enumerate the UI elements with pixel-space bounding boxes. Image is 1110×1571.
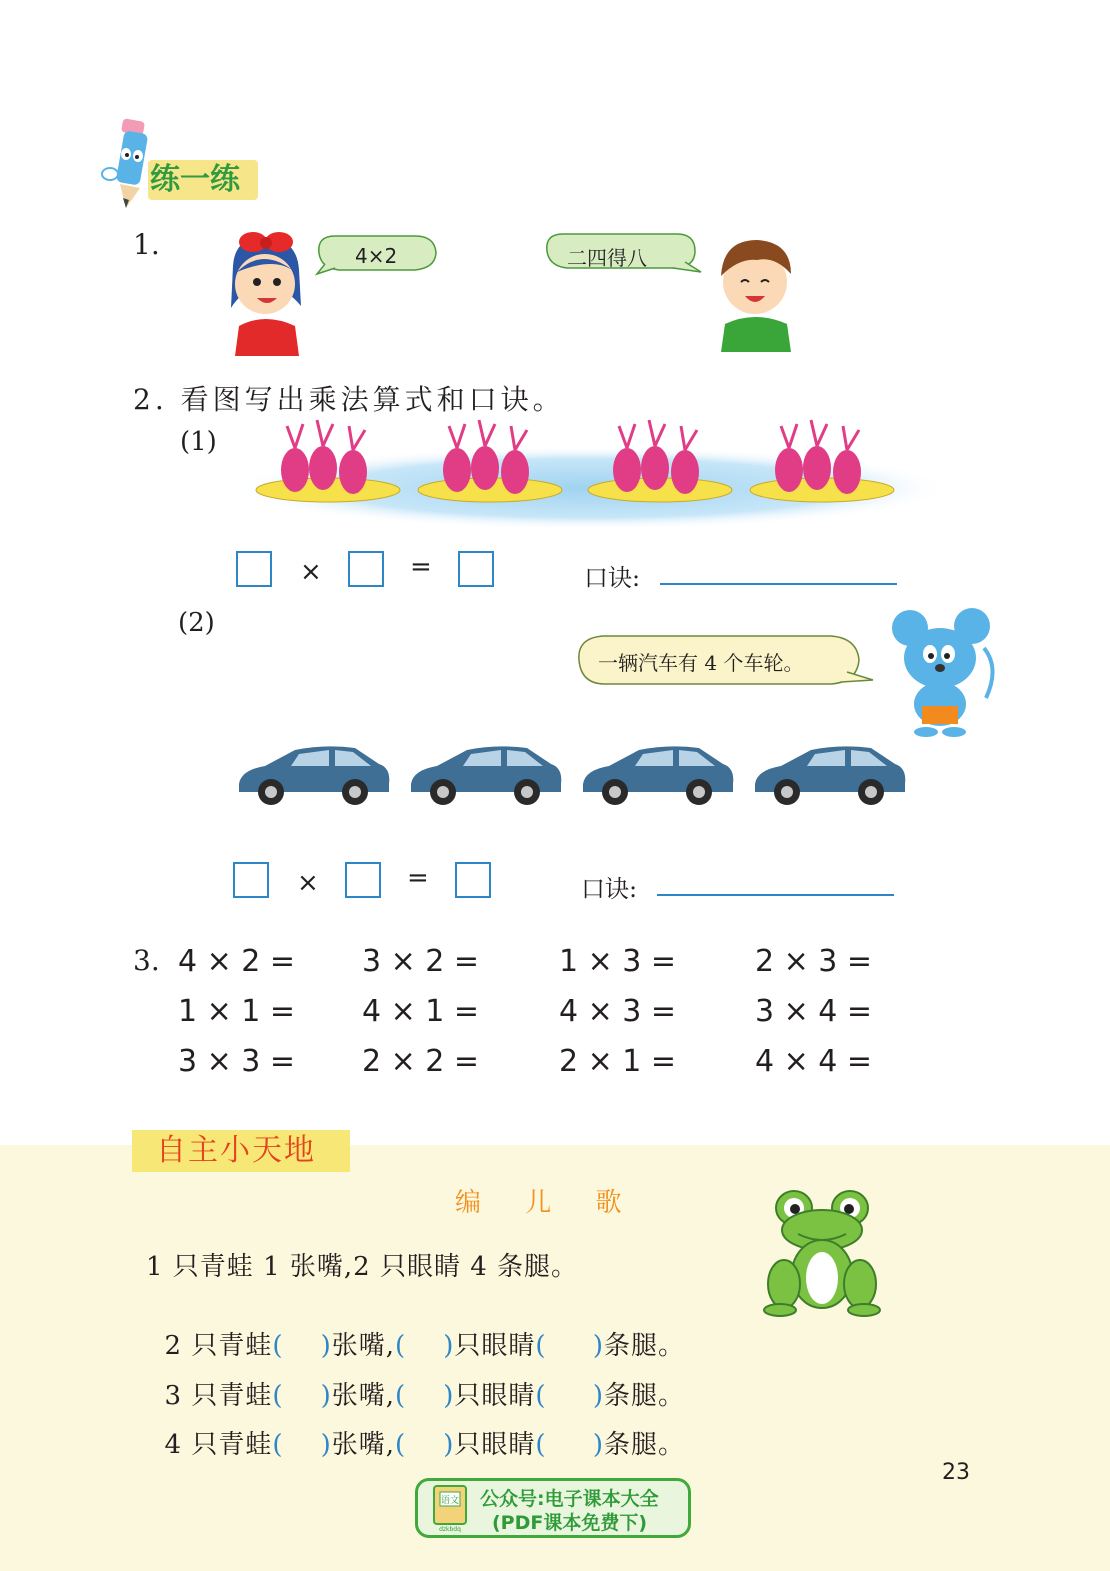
watermark-line-1: 公众号:电子课本大全 [480, 1488, 659, 1510]
boy-speech-text: 二四得八 [567, 246, 647, 270]
answer-box-1a[interactable] [236, 551, 272, 587]
calc-item: 2 × 1 = [559, 1044, 677, 1079]
pitaya-plates-illustration [225, 410, 955, 530]
poem-line-2: 2 只青蛙( )张嘴,( )只眼睛( )条腿。 [164, 1331, 686, 1361]
part-1-label: (1) [180, 427, 217, 457]
calc-item: 3 × 4 = [755, 994, 873, 1029]
poem-line-1: 1 只青蛙 1 张嘴,2 只眼睛 4 条腿。 [146, 1252, 579, 1282]
car-3 [583, 746, 733, 805]
times-sign: × [300, 557, 322, 587]
book-icon [428, 1482, 474, 1534]
calc-item: 3 × 2 = [362, 944, 480, 979]
koujue-label-1: 口诀: [584, 564, 641, 592]
koujue-answer-line-2[interactable] [657, 894, 894, 896]
answer-box-1c[interactable] [458, 551, 494, 587]
girl-speech-text: 4×2 [355, 244, 398, 268]
equals-sign: = [410, 552, 432, 582]
girl-illustration-icon [215, 226, 315, 356]
mouse-speech-text: 一辆汽车有 4 个车轮。 [598, 651, 804, 675]
answer-box-2b[interactable] [345, 862, 381, 898]
calc-item: 3 × 3 = [178, 1044, 296, 1079]
answer-box-2c[interactable] [455, 862, 491, 898]
part-2-label: (2) [178, 608, 215, 638]
question-1-number: 1. [133, 228, 160, 261]
equals-sign: = [407, 863, 429, 893]
answer-box-2a[interactable] [233, 862, 269, 898]
question-2-instruction: 2. 看图写出乘法算式和口诀。 [133, 383, 565, 416]
koujue-label-2: 口诀: [581, 875, 638, 903]
poem-title: 编 儿 歌 [455, 1188, 640, 1218]
self-study-label [132, 1130, 350, 1172]
page-number: 23 [942, 1460, 970, 1485]
answer-box-1b[interactable] [348, 551, 384, 587]
calc-item: 4 × 2 = [178, 944, 296, 979]
car-2 [411, 746, 561, 805]
boy-illustration-icon [705, 230, 805, 352]
book-icon-sublabel: dzkbdq [439, 1526, 461, 1533]
self-study-label-text: 自主小天地 [156, 1133, 316, 1168]
car-1 [239, 746, 389, 805]
poem-line-4: 4 只青蛙( )张嘴,( )只眼睛( )条腿。 [164, 1430, 686, 1460]
book-icon-label: 语文 [440, 1496, 460, 1506]
poem-line-3: 3 只青蛙( )张嘴,( )只眼睛( )条腿。 [164, 1381, 686, 1411]
calc-item: 4 × 3 = [559, 994, 677, 1029]
times-sign: × [297, 868, 319, 898]
frog-illustration-icon [762, 1188, 882, 1318]
question-3-number: 3. [133, 944, 160, 977]
calc-item: 4 × 1 = [362, 994, 480, 1029]
car-4 [755, 746, 905, 805]
calc-item: 2 × 2 = [362, 1044, 480, 1079]
calc-item: 4 × 4 = [755, 1044, 873, 1079]
cars-illustration [225, 728, 925, 828]
blue-mouse-illustration-icon [888, 608, 998, 738]
calc-item: 1 × 1 = [178, 994, 296, 1029]
calc-item: 2 × 3 = [755, 944, 873, 979]
watermark-line-2: (PDF课本免费下) [492, 1512, 648, 1534]
section-title: 练一练 [148, 160, 258, 200]
calc-item: 1 × 3 = [559, 944, 677, 979]
koujue-answer-line-1[interactable] [660, 583, 897, 585]
